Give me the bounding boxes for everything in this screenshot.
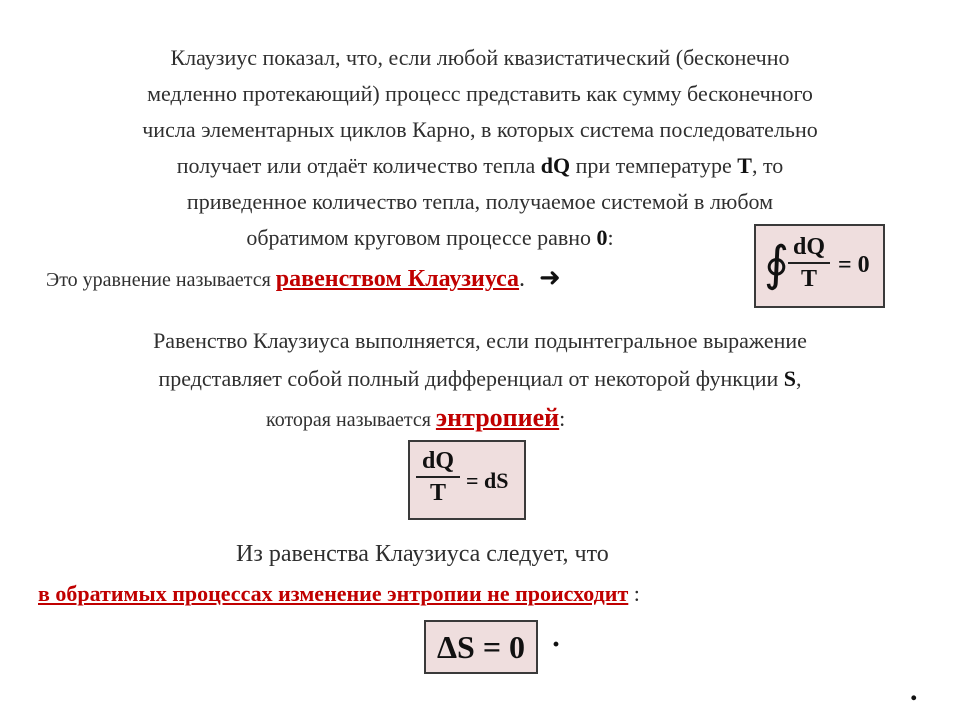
para2-line-2-b: , <box>796 366 802 391</box>
equation-name-prefix: Это уравнение называется <box>46 269 276 291</box>
intro-line-6-a: обратимом круговом процессе равно <box>246 225 597 250</box>
conclusion-line-2 <box>38 576 640 612</box>
entropy-change-formula: ΔS = 0 <box>424 620 538 674</box>
intro-line-2: медленно протекающий) процесс представить как сумму бесконечного <box>147 81 813 106</box>
corner-dot: . <box>910 674 918 707</box>
para2-line-3-colon: : <box>559 406 566 431</box>
fraction-numerator: dQ <box>792 234 825 260</box>
contour-integral-icon: ∮ <box>764 238 790 291</box>
intro-line-3: числа элементарных циклов Карно, в которых система последовательно <box>142 117 818 142</box>
intro-line-4-a: получает или отдаёт количество тепла <box>176 153 541 178</box>
conclusion-line-1: Из равенства Клаузиуса следует, что <box>236 541 609 567</box>
entropy-term: энтропией <box>435 403 560 432</box>
para2-line-2 <box>20 360 940 398</box>
intro-line-4 <box>20 148 940 184</box>
zero-symbol: 0 <box>596 225 608 250</box>
arrow-icon: ➜ <box>539 263 561 292</box>
s-symbol: S <box>783 366 797 391</box>
intro-line-6-colon: : <box>607 225 614 250</box>
conclusion-colon: : <box>628 581 640 606</box>
fraction-denominator: T <box>800 266 817 292</box>
entropy-paragraph <box>20 322 940 398</box>
trailing-dot: · <box>551 628 562 661</box>
fraction-dq-over-t-2 <box>416 446 460 508</box>
entropy-line <box>266 396 565 440</box>
dq-symbol: dQ <box>540 153 571 178</box>
para2-line-3-a: которая называется <box>266 409 436 431</box>
conclusion-highlight: в обратимых процессах изменение энтропии не происходит <box>38 581 629 606</box>
fraction-denominator-2: T <box>429 480 446 506</box>
formula2-rhs: = dS <box>466 468 509 493</box>
intro-line-4-c: , то <box>751 153 784 178</box>
formula1-rhs: = 0 <box>838 252 870 278</box>
fraction-dq-over-t <box>788 232 830 294</box>
equation-name-line <box>46 258 561 298</box>
clausius-integral-formula <box>754 224 885 308</box>
intro-line-1: Клаузиус показал, что, если любой квазистатический (бесконечно <box>170 45 790 70</box>
intro-line-4-b: при температуре <box>570 153 738 178</box>
fraction-numerator-2: dQ <box>421 448 454 474</box>
equation-name-dot: . <box>519 266 526 292</box>
entropy-differential-formula <box>408 440 526 520</box>
clausius-equality-term: равенством Клаузиуса <box>275 266 520 292</box>
para2-line-2-a: представляет собой полный дифференциал от некоторой функции <box>158 366 784 391</box>
para2-line-1: Равенство Клаузиуса выполняется, если подынтегральное выражение <box>153 328 807 353</box>
intro-line-5: приведенное количество тепла, получаемое системой в любом <box>186 189 774 214</box>
t-symbol: T <box>737 153 752 178</box>
